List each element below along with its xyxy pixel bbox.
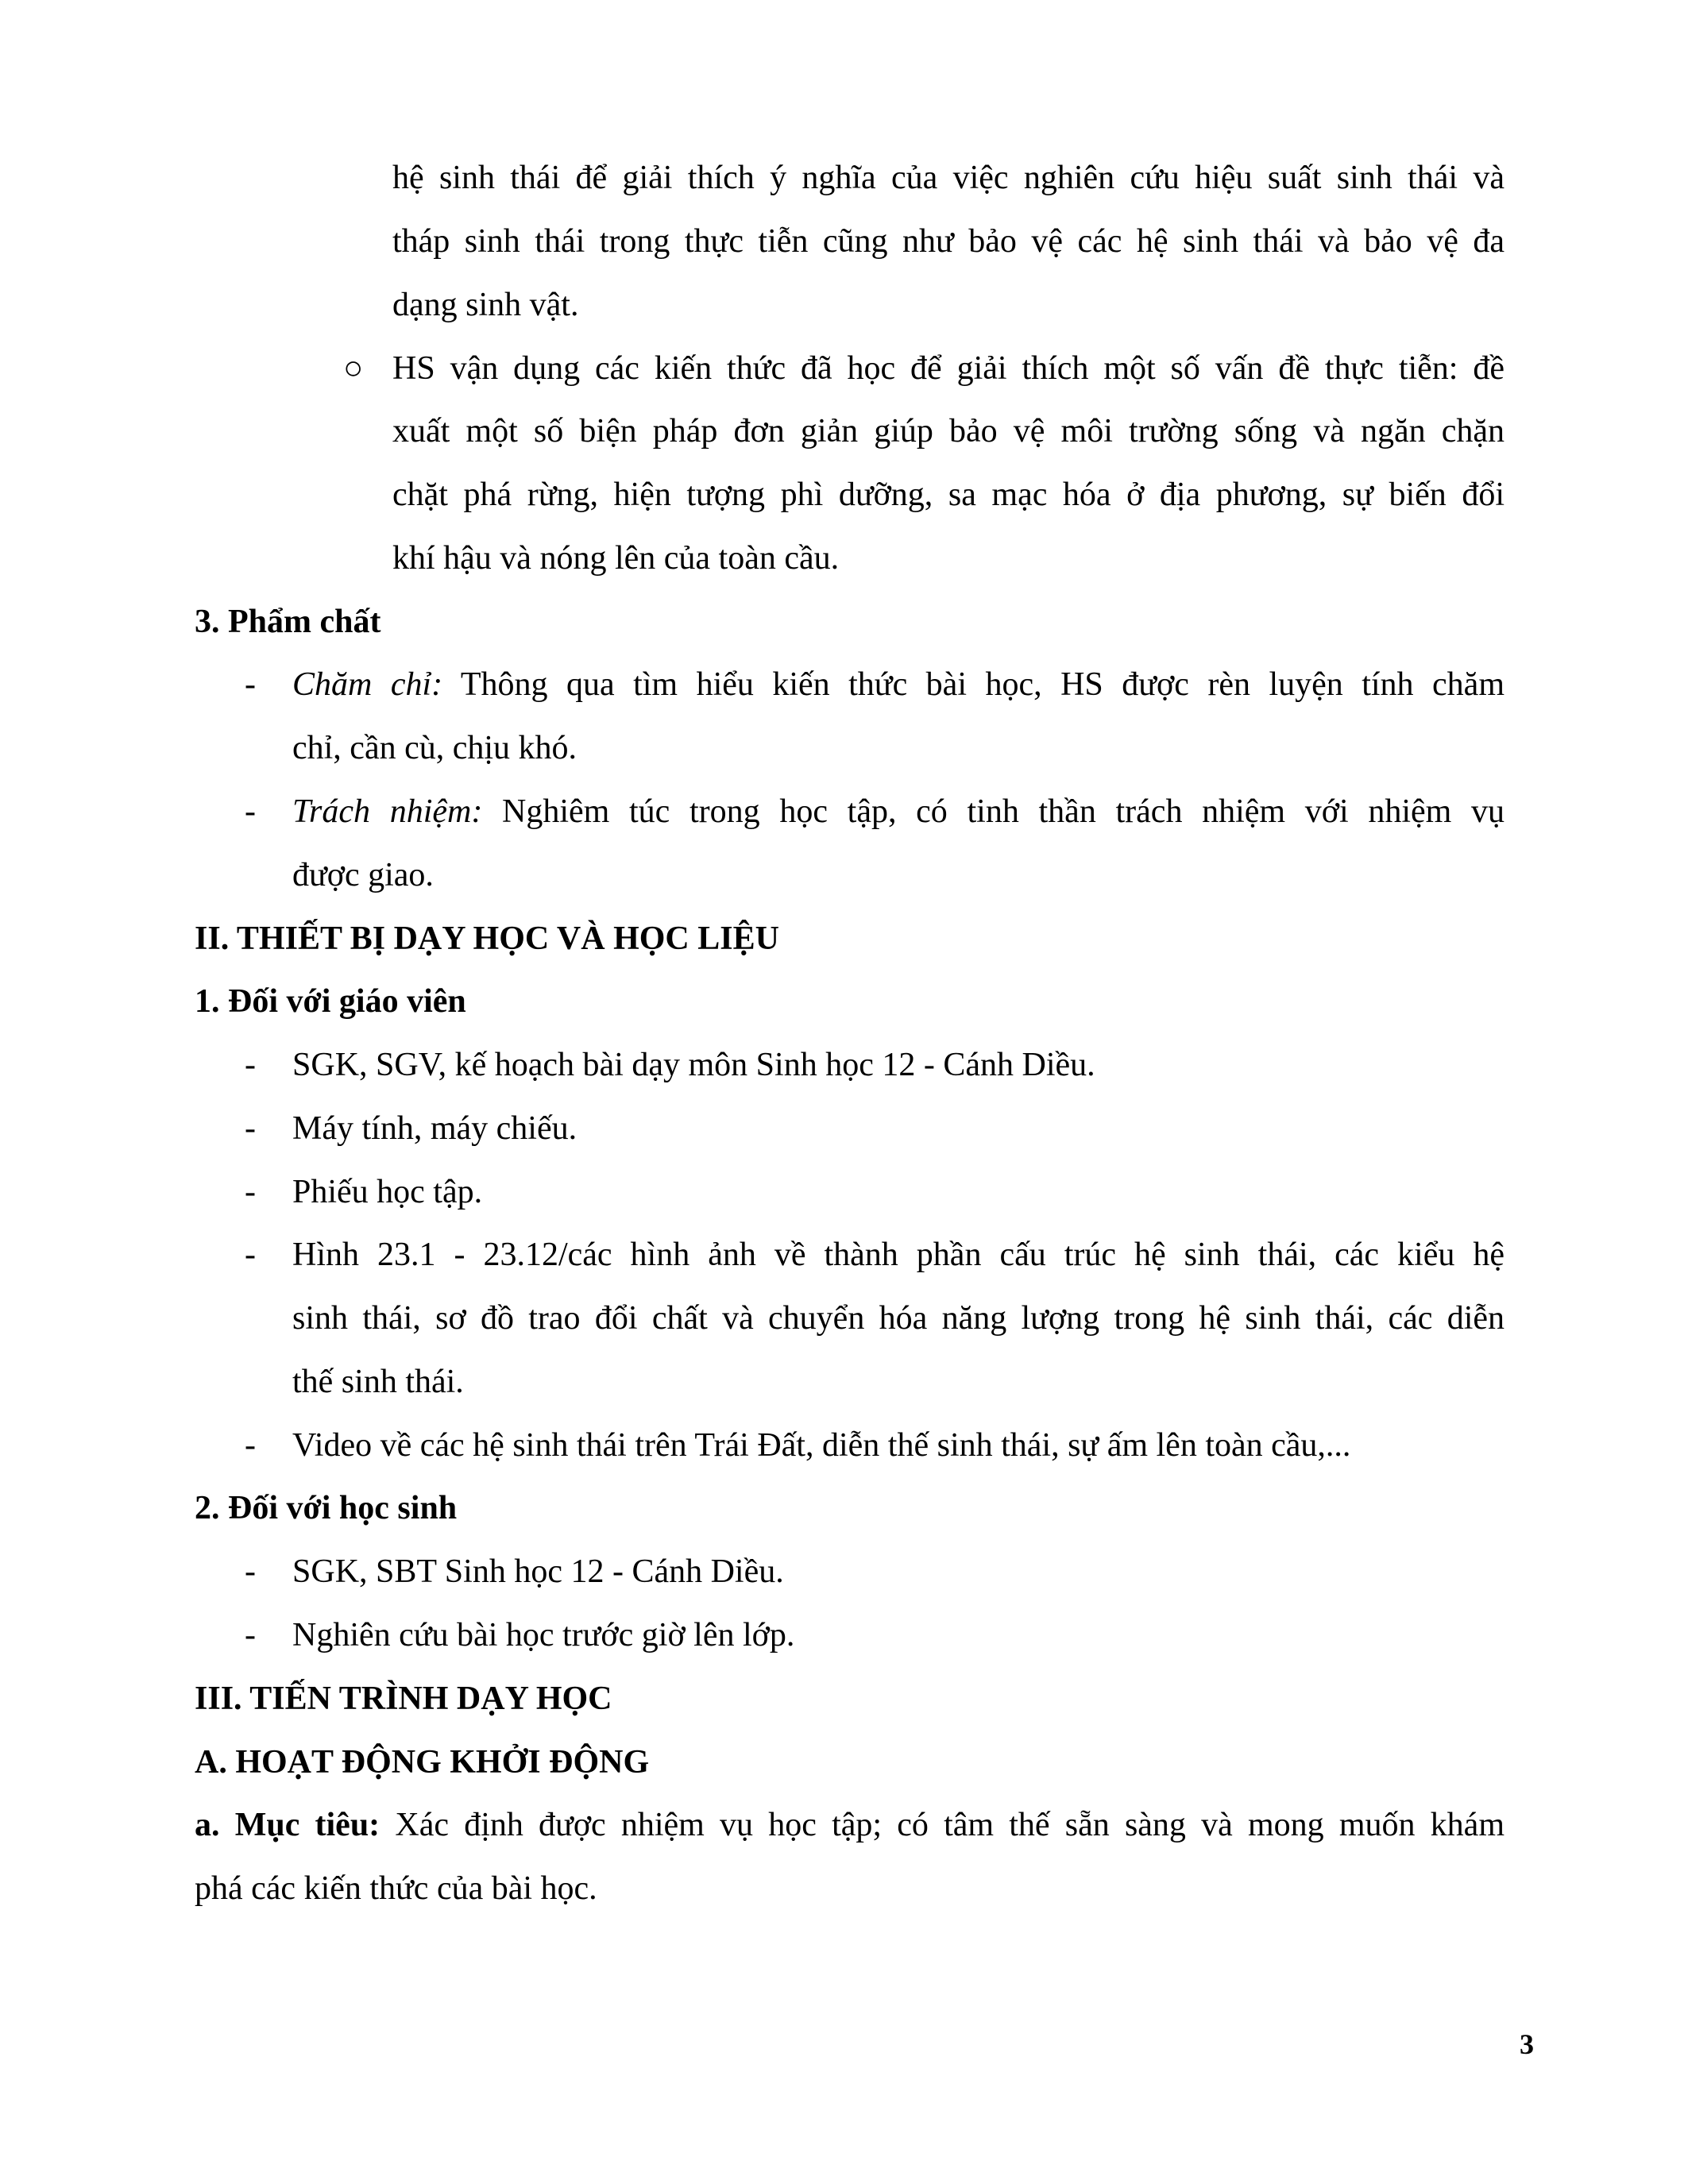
text-segment: Nghiêm túc trong học tập, có tinh thần trách nhiệm với nhiệm vụ (482, 793, 1505, 830)
circle-bullet-icon: ○ (343, 350, 364, 387)
text-line: Hình 23.1 - 23.12/các hình ảnh về thành phần cấu trúc hệ sinh thái, các kiểu hệ (292, 1237, 1505, 1273)
text-line: SGK, SGV, kế hoạch bài dạy môn Sinh học 12 - Cánh Diều. (292, 1047, 1095, 1083)
section-heading: II. THIẾT BỊ DẠY HỌC VÀ HỌC LIỆU (195, 920, 779, 957)
italic-term: Chăm chỉ: (292, 666, 443, 703)
text-line (195, 1808, 1505, 1842)
text-line: Nghiên cứu bài học trước giờ lên lớp. (292, 1617, 795, 1653)
dash-bullet: - (245, 1174, 256, 1210)
text-segment: Xác định được nhiệm vụ học tập; có tâm thế sẵn sàng và mong muốn khám (380, 1807, 1505, 1843)
text-line: khí hậu và nóng lên của toàn cầu. (392, 540, 840, 577)
subsection-heading: 1. Đối với giáo viên (195, 983, 466, 1020)
dash-bullet: - (245, 793, 256, 830)
text-line: sinh thái, sơ đồ trao đổi chất và chuyển hóa năng lượng trong hệ sinh thái, các diễn (292, 1300, 1505, 1337)
text-line: dạng sinh vật. (392, 287, 579, 323)
section-heading: A. HOẠT ĐỘNG KHỞI ĐỘNG (195, 1744, 650, 1781)
text-segment: Thông qua tìm hiểu kiến thức bài học, HS được rèn luyện tính chăm (442, 666, 1505, 703)
text-line: được giao. (292, 857, 434, 893)
text-line: Video về các hệ sinh thái trên Trái Đất, diễn thế sinh thái, sự ấm lên toàn cầu,... (292, 1427, 1351, 1464)
text-line: chỉ, cần cù, chịu khó. (292, 730, 577, 766)
dash-bullet: - (245, 1110, 256, 1147)
dash-bullet: - (245, 666, 256, 703)
page-number: 3 (1520, 2028, 1534, 2060)
text-line: Phiếu học tập. (292, 1174, 483, 1210)
text-line: tháp sinh thái trong thực tiễn cũng như bảo vệ các hệ sinh thái và bảo vệ đa (392, 223, 1505, 260)
text-line: HS vận dụng các kiến thức đã học để giải thích một số vấn đề thực tiễn: đề (392, 350, 1505, 387)
text-line: chặt phá rừng, hiện tượng phì dưỡng, sa mạc hóa ở địa phương, sự biến đổi (392, 477, 1505, 513)
text-line: Máy tính, máy chiếu. (292, 1110, 577, 1147)
subsection-heading: 2. Đối với học sinh (195, 1490, 458, 1526)
dash-bullet: - (245, 1617, 256, 1653)
text-line (292, 795, 1505, 828)
dash-bullet: - (245, 1427, 256, 1464)
section-heading: III. TIẾN TRÌNH DẠY HỌC (195, 1680, 612, 1717)
dash-bullet: - (245, 1237, 256, 1273)
text-line: hệ sinh thái để giải thích ý nghĩa của việc nghiên cứu hiệu suất sinh thái và (392, 160, 1505, 196)
text-line: xuất một số biện pháp đơn giản giúp bảo vệ môi trường sống và ngăn chặn (392, 413, 1505, 450)
bold-term: a. Mục tiêu: (195, 1807, 380, 1843)
dash-bullet: - (245, 1553, 256, 1590)
text-line: SGK, SBT Sinh học 12 - Cánh Diều. (292, 1553, 784, 1590)
italic-term: Trách nhiệm: (292, 793, 483, 830)
text-line: phá các kiến thức của bài học. (195, 1870, 597, 1907)
text-line: thế sinh thái. (292, 1364, 464, 1400)
section-heading: 3. Phẩm chất (195, 604, 381, 640)
text-line (292, 668, 1505, 701)
dash-bullet: - (245, 1047, 256, 1083)
